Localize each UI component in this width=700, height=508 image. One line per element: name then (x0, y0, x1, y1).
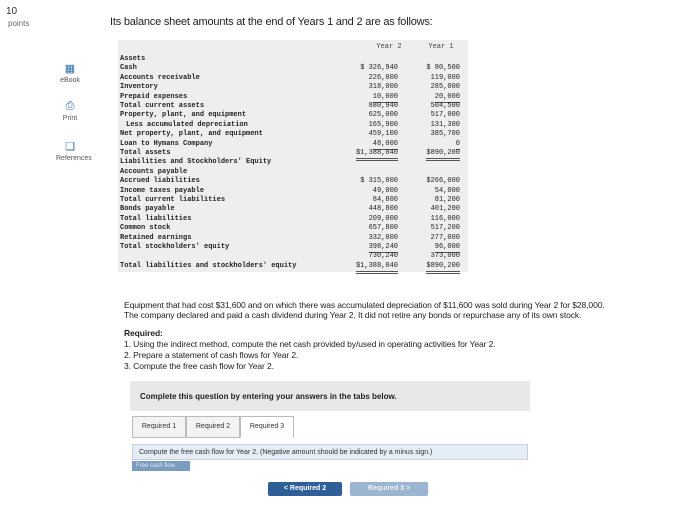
row-label: Accounts payable (120, 167, 188, 176)
year1-value: 277,000 (430, 233, 460, 242)
row-label: Assets (120, 55, 146, 63)
year1-value: $ 80,500 (426, 64, 460, 73)
row-label: Income taxes payable (120, 186, 205, 195)
sidebar-item-label: Print (62, 115, 78, 122)
required-item: 3. Compute the free cash flow for Year 2. (124, 361, 274, 371)
row-label: Less accumulated depreciation (126, 120, 248, 129)
year1-value: 116,000 (430, 214, 460, 223)
year2-value: 209,000 (368, 214, 398, 223)
references-icon: ❏ (65, 141, 75, 153)
row-label: Accounts receivable (120, 73, 200, 82)
row-label: Net property, plant, and equipment (120, 130, 263, 139)
book-icon: ▦ (64, 63, 76, 75)
column-header-year1: Year 1 (428, 43, 454, 51)
sidebar-item-label: References (56, 155, 92, 162)
year2-value: 48,000 (372, 139, 398, 148)
year1-value: $890,200 (426, 261, 460, 274)
row-label: Total current assets (120, 102, 205, 110)
year2-value: 459,100 (368, 130, 398, 139)
year1-value: $266,000 (426, 177, 460, 186)
year2-value: $ 326,940 (360, 64, 398, 73)
year1-value: 517,200 (430, 224, 460, 233)
equipment-note: Equipment that had cost $31,600 and on which there was accumulated depreciation of $11,600 was sold during Year 2 for $28,000. (124, 300, 605, 310)
column-header-year2: Year 2 (376, 43, 402, 51)
tab-required-1[interactable]: Required 1 (132, 416, 186, 438)
year1-value: 401,200 (430, 205, 460, 214)
year1-value: 517,000 (430, 111, 460, 120)
balance-sheet-table (118, 40, 468, 272)
required-item: 1. Using the indirect method, compute the net cash provided by/used in operating activities for Year 2. (124, 339, 496, 349)
required-heading: Required: (124, 328, 163, 338)
year2-value: $1,388,040 (356, 261, 398, 274)
row-label: Loan to Hymans Company (120, 139, 213, 148)
year2-value: 448,800 (368, 205, 398, 214)
table-row (118, 261, 468, 271)
year1-value: 119,000 (430, 73, 460, 82)
year1-value: 385,700 (430, 130, 460, 139)
row-label: Total stockholders' equity (120, 243, 230, 251)
year1-value: 96,000 (434, 243, 460, 251)
year2-value: $ 315,000 (360, 177, 398, 186)
year2-value: 332,000 (368, 233, 398, 242)
points-label: points (8, 19, 30, 28)
year2-value: 49,000 (372, 186, 398, 195)
question-number: 10 (6, 6, 18, 17)
row-label: Property, plant, and equipment (120, 111, 247, 120)
year2-value: 165,900 (368, 120, 398, 129)
year2-value: 84,800 (372, 196, 398, 204)
tab-required-2[interactable]: Required 2 (186, 416, 240, 438)
year2-value: 880,940 (368, 102, 398, 110)
year2-value: 730,240 (368, 252, 398, 261)
sidebar-item-ebook[interactable] (56, 62, 84, 84)
sidebar-item-print[interactable] (56, 100, 84, 122)
year1-value: 0 (455, 139, 460, 148)
year1-value: $890,200 (426, 148, 460, 161)
print-icon: ⎙ (65, 100, 75, 112)
year2-value: 226,000 (368, 73, 398, 82)
row-label: Total assets (120, 149, 171, 157)
row-label: Common stock (120, 224, 171, 233)
year1-value: 131,300 (430, 120, 460, 129)
row-label: Bonds payable (120, 205, 175, 214)
row-label: Cash (120, 64, 137, 73)
row-label: Retained earnings (120, 233, 192, 242)
year1-value: 373,000 (430, 252, 460, 261)
year2-value: 318,000 (368, 83, 398, 92)
year1-value: 20,000 (434, 92, 460, 101)
year2-value: 657,800 (368, 224, 398, 233)
required-item: 2. Prepare a statement of cash flows for Year 2. (124, 350, 299, 360)
tab-instruction: Compute the free cash flow for Year 2. (Negative amount should be indicated by a minus sign.) (132, 444, 528, 460)
prev-required-button[interactable]: < Required 2 (268, 482, 342, 496)
question-text: Its balance sheet amounts at the end of Years 1 and 2 are as follows: (110, 16, 433, 28)
year1-value: 81,200 (434, 196, 460, 204)
row-label: Total current liabilities (120, 196, 226, 204)
free-cash-flow-label: Free cash flow (132, 461, 190, 471)
row-label: Liabilities and Stockholders' Equity (120, 158, 272, 167)
year1-value: 285,000 (430, 83, 460, 92)
year2-value: 398,240 (368, 243, 398, 251)
sidebar-item-label: eBook (60, 77, 80, 84)
row-label: Inventory (120, 83, 158, 92)
next-required-button[interactable]: Required 3 > (350, 482, 428, 496)
year2-value: 625,000 (368, 111, 398, 120)
row-label: Accrued liabilities (120, 177, 200, 186)
year2-value: 10,000 (372, 92, 398, 101)
year2-value: $1,388,040 (356, 148, 398, 161)
row-label: Total liabilities (120, 214, 192, 223)
dividend-note: The company declared and paid a cash dividend during Year 2. It did not retire any bonds or repurchase any of its own stock. (124, 310, 582, 320)
row-label: Prepaid expenses (120, 92, 188, 101)
year1-value: 504,500 (430, 102, 460, 110)
sidebar-item-references[interactable] (56, 140, 92, 162)
row-label: Total liabilities and stockholders' equity (120, 261, 297, 270)
instruction-text: Complete this question by entering your answers in the tabs below. (140, 392, 397, 401)
tab-required-3[interactable]: Required 3 (240, 416, 294, 438)
year1-value: 54,000 (434, 186, 460, 195)
